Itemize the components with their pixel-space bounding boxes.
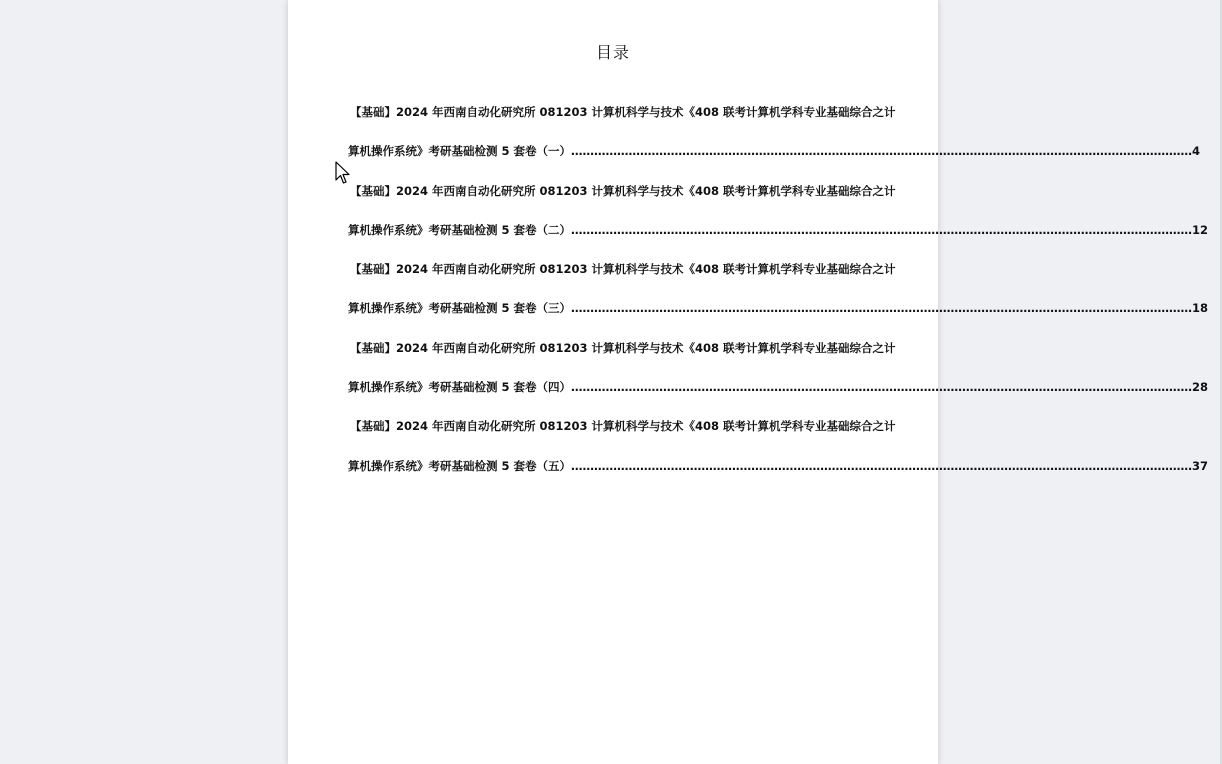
toc-entry-3[interactable]: [348, 259, 1209, 338]
toc-entry-page-number: 37: [1192, 458, 1209, 473]
toc-entry-title-line1: 【基础】2024 年西南自动化研究所 081203 计算机科学与技术《408 联考计算机学科专业基础综合之计: [350, 105, 896, 119]
toc-entry-2[interactable]: [348, 181, 1209, 260]
toc-entry-1[interactable]: [348, 102, 1201, 181]
document-page: [288, 0, 1209, 764]
toc-entry-title-line1: 【基础】2024 年西南自动化研究所 081203 计算机科学与技术《408 联考计算机学科专业基础综合之计: [350, 262, 896, 277]
toc-entry-page-number: 28: [1192, 380, 1209, 395]
toc-entry-title-text: 算机操作系统》考研基础检测 5 套卷（三）: [348, 301, 572, 316]
toc-entry-title-line2: [348, 220, 1209, 259]
toc-title: 目录: [595, 43, 630, 62]
toc-entry-title-text: 算机操作系统》考研基础检测 5 套卷（四）: [348, 380, 572, 395]
toc-entry-title-text: 算机操作系统》考研基础检测 5 套卷（五）: [348, 458, 572, 473]
toc-entry-page-number: 18: [1192, 301, 1209, 316]
toc-entry-title-line1: 【基础】2024 年西南自动化研究所 081203 计算机科学与技术《408 联考计算机学科专业基础综合之计: [350, 183, 896, 198]
dot-leader: ………………………………………………………………………………………………………………………………………………: [571, 144, 1193, 159]
table-of-contents: [348, 102, 1209, 495]
toc-entry-page-number: 4: [1192, 144, 1201, 159]
toc-entry-title-line1: 【基础】2024 年西南自动化研究所 081203 计算机科学与技术《408 联考计算机学科专业基础综合之计: [350, 419, 896, 434]
dot-leader: ………………………………………………………………………………………………………………………………………………: [571, 301, 1193, 316]
toc-entry-page-number: 12: [1192, 222, 1209, 237]
mouse-pointer-icon: [335, 161, 351, 185]
toc-entry-title-line2: [348, 456, 1209, 495]
dot-leader: ………………………………………………………………………………………………………………………………………………: [571, 458, 1193, 473]
dot-leader: ………………………………………………………………………………………………………………………………………………: [571, 380, 1193, 395]
toc-entry-title-text: 算机操作系统》考研基础检测 5 套卷（二）: [348, 222, 572, 237]
toc-entry-4[interactable]: [348, 338, 1209, 417]
toc-entry-title-line1: 【基础】2024 年西南自动化研究所 081203 计算机科学与技术《408 联考计算机学科专业基础综合之计: [350, 340, 896, 355]
toc-entry-5[interactable]: [348, 416, 1209, 495]
toc-entry-title-text: 算机操作系统》考研基础检测 5 套卷（一）: [348, 144, 572, 159]
toc-entry-title-line2: [348, 298, 1209, 337]
dot-leader: ………………………………………………………………………………………………………………………………………………: [571, 222, 1193, 237]
toc-entry-title-line2: [348, 377, 1209, 416]
toc-entry-title-line2: [348, 141, 1201, 180]
